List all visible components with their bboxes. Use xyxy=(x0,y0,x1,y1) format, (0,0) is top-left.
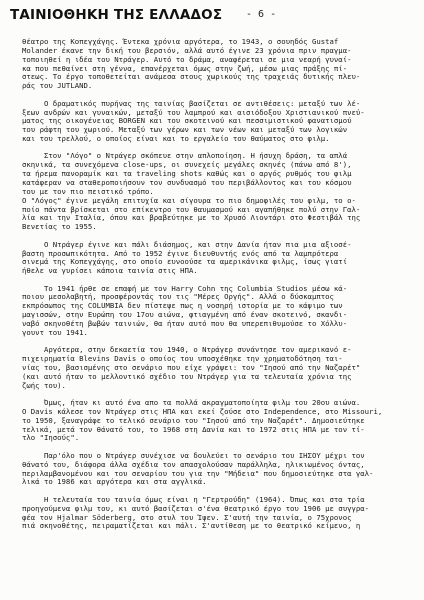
text-line: σκηνικά, τα συνεχόμενα close-ups, οι συνεχείς μεγάλες σκηνές (πάνω από 8'), xyxy=(22,161,352,170)
text-line: Όμως, ήταν κι αυτό ένα απο τα πολλά ακραγματοποίητα φιλμ του 20ου αιώνα. xyxy=(22,399,361,408)
text-line: Παρ'όλο που ο Ντράγερ συνέχισε να δουλεύει το σενάριο του ΙΗΣΟΥ μέχρι τον xyxy=(22,451,365,460)
text-line: πιχειρηματία Blevins Davis ο οποίος του υποσχέθηκε την χρηματοδότηση ται- xyxy=(22,355,343,364)
text-line: περιλαμβανομένου και του σεναρίου του για την "Μήδεια" που δημοσιεύτηκε στα γαλ- xyxy=(22,469,374,478)
text-line: Αργότερα, στην δεκαετία του 1940, ο Ντράγερ συνάντησε τον αμερικανό ε- xyxy=(22,346,352,355)
text-line: κατάφεραν να σταθεροποιήσουν τον συνδυασμό του περιβάλλοντος και του κόσμου xyxy=(22,179,352,187)
paragraph xyxy=(22,285,408,338)
text-line: προηγούμενα φιλμ του, κι αυτό βασίζεται σ'ένα θεατρικό έργο του 1906 με συγγρα- xyxy=(22,504,370,513)
text-line: Ο Ντράγερ έγινε και πάλι διάσημος, και στην Δανία ήταν πια μια αξιοσέ- xyxy=(22,240,352,249)
text-line: ζωής του). xyxy=(22,381,66,390)
paragraph xyxy=(22,346,408,390)
text-line: ποίο πάντα βρίσκεται στο επίκεντρο του θαυμασμού και αγαπήθηκε πολύ στην Γαλ- xyxy=(22,205,361,214)
text-line: ράς του JUTLAND. xyxy=(22,82,93,91)
text-line: (και αυτό ήταν το μελλοντικό σχέδιο του Ντράγερ για τα τελευταία χρόνια της xyxy=(22,372,352,381)
paragraph xyxy=(22,241,408,276)
text-line: ξεων ανδρών και γυναικών, μεταξύ του λαμπρού και αισιόδοξου Χριστιανικού πνεύ- xyxy=(22,108,365,117)
paragraph xyxy=(22,152,408,232)
article-body xyxy=(22,38,408,540)
text-line: ναβό σκηνοθέτη βωβών ταινιών, θα ήταν αυτό που θα υπερεπιθυμούσε το Χόλλυ- xyxy=(22,320,348,328)
paragraph xyxy=(22,496,408,531)
text-line: θάνατό του, διάφορα άλλα σχέδια τον απασχολούσαν παράλληλα, ηλικιωμένος όντας, xyxy=(22,460,365,469)
text-line: Ο Davis κάλεσε τον Ντράγερ στις ΗΠΑ και εκεί ζούσε στο Independence, στο Missouri, xyxy=(22,407,383,416)
text-line: τελικά, μετά τον θάνατό του, το 1968 στη Δανία και το 1972 στις ΗΠΑ με τον τί- xyxy=(22,425,365,434)
text-line: κα που πεθαίνει στη γέννα, επανέρχεται όμως στην ζωή, μέσω μιας πράξης πί- xyxy=(22,64,348,73)
text-line: τα ήρεμα πανοραμίκ και τα traveling shots καθώς και ο αργός ρυθμός του φιλμ xyxy=(22,170,352,179)
text-line: νίας του, βασισμένης στο σενάριο που είχε γράψει: τον "Ιησού από την Ναζαρέτ" xyxy=(22,363,361,372)
text-line: μαγισσών, στην Ευρώπη του 17ου αιώνα, φτιαγμένη από έναν σκοτεινό, σκανδι- xyxy=(22,311,348,320)
text-line: Ο "Λόγος" έγινε μεγάλη επιτυχία και σίγουρα το πιο δημοφιλές του φιλμ, το ο- xyxy=(22,196,356,205)
text-line: λία και την Ιταλία, όπου και βραβεύτηκε με το Χρυσό Λιοντάρι στο Φεστιβάλ της xyxy=(22,214,361,223)
text-line: το 1950, ξαναγράφε το τελικό σενάριο του "Ιησού από την Ναζαρέτ". Δημοσιεύτηκε xyxy=(22,416,365,425)
text-line: ήθελε να γυρίσει κάποια ταινία στις ΗΠΑ. xyxy=(22,267,198,276)
text-line: ματος της οικογένειας BORGEN και του σκοτεινού και πεσσιμιστικού φανατισμού xyxy=(22,117,352,126)
text-line: ποιου μεσολαβητή, προσφέροντάς του τις "Μέρες Οργής". Αλλά ο δύσκαμπτος xyxy=(22,293,334,302)
paragraph xyxy=(22,100,408,144)
text-line: πιά σκηνοθέτης, πειραματίζεται και πάλι. Σ'αντίθεση με το θεατρικό κείμενο, η xyxy=(22,522,361,531)
text-line: εκπρόσωπος της COLUMBIA δεν πίστεψε πως η νοσηρή ιστορία με το κάψιμο των xyxy=(22,302,343,311)
header-title: ΤΑΙΝΙΟΘΗΚΗ ΤΗΣ ΕΛΛΑΔΟΣ xyxy=(10,7,223,23)
text-line: τλο "Ιησούς". xyxy=(22,434,80,443)
text-line: σινεμά της Κοπεγχάγης, στο οποίο ευνοούσε τα αμερικάνικα φιλμς, ίσως γιατί xyxy=(22,258,348,267)
text-line: Το 1941 ήρθε σε επαφή με τον Harry Cohn της Columbia Studios μέσω κά- xyxy=(22,284,348,293)
text-line: φέα τον Hjalmar Söderberg, στο στυλ του Ίψεν. Σ'αυτή την ταινία, ο 75χρονος xyxy=(22,513,352,522)
paragraph xyxy=(22,399,408,443)
paragraph xyxy=(22,38,408,91)
text-line: Ο δραματικός πυρήνας της ταινίας βασίζεται σε αντιθέσεις: μεταξύ των λέ- xyxy=(22,99,361,108)
text-line: τοποιηθεί η ιδέα του Ντράγερ. Αυτό το δράμα, αναφέρεται σε μια νεαρή γυναί- xyxy=(22,55,352,64)
page-header xyxy=(10,7,406,25)
text-line: λικά το 1986 και αργότερα και στα αγγλικά. xyxy=(22,478,207,487)
text-line: βαστη προσωπικότητα. Από το 1952 έγινε διευθυντής ενός από τα λαμπρότερα xyxy=(22,249,339,258)
paragraph xyxy=(22,452,408,487)
text-line: στεως. Το έργο τοποθετείται ανάμεσα στους χωρικούς της τραχειάς δυτικής πλευ- xyxy=(22,73,361,82)
text-line: του ράφτη του χωριού. Μεταξύ των γέρων και των νέων και μεταξύ των λογικών xyxy=(22,126,348,135)
text-line: θέατρο της Κοπεγχάγης. Έντεκα χρόνια αργότερα, το 1943, ο σουηδός Gustaf xyxy=(22,38,339,46)
text-line: Στον "Λόγο" ο Ντράγερ σκόπευε στην απλοποίηση. Η ήσυχη δράση, τα απλά xyxy=(22,152,348,161)
text-line: του με τον πιο πειστικό τρόπο. xyxy=(22,187,154,196)
text-line: και του τρελλού, ο οποίος είναι και το εργαλείο του θαύματος στο φιλμ. xyxy=(22,135,330,144)
text-line: Molander έκανε την δική του βερσιόν, αλλά αυτό έγινε 23 χρόνια πριν πραγμα- xyxy=(22,46,352,55)
text-line: γουντ του 1941. xyxy=(22,328,88,337)
text-line: Βενετίας το 1955. xyxy=(22,223,97,232)
text-line: Η τελευταία του ταινία όμως είναι η "Γερτρούδη" (1964). Όπως και στα τρία xyxy=(22,495,365,504)
page-number: - 6 - xyxy=(246,9,277,20)
